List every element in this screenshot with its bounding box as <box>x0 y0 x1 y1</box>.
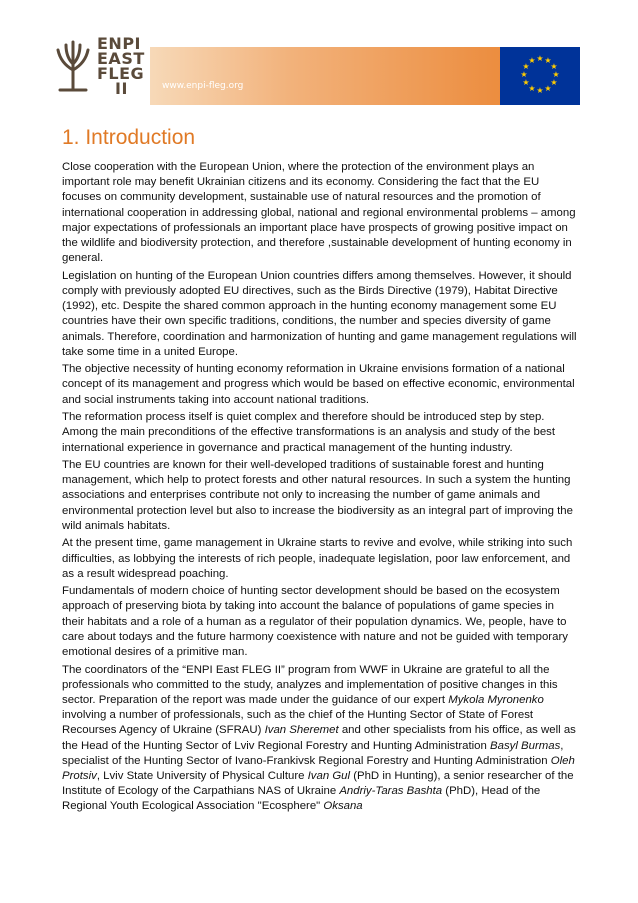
text-run: , specialist of the Hunting Sector of Ivano-Frankivsk Regional Forestry and Hunting Administration <box>62 739 564 767</box>
text-run: The coordinators of the “ENPI East FLEG II” program from WWF in Ukraine are grateful to all the professionals who committed to the study, analyzes and implementation of positive changes in this sector. Preparation of the report was made under the guidance of our expert <box>62 663 558 706</box>
paragraph: At the present time, game management in Ukraine starts to revive and evolve, while striking into such difficulties, as lobbying the interests of rich people, inadequate legislation, poor law enforcement, and as a result widespread poaching. <box>62 537 573 580</box>
svg-text:★: ★ <box>522 62 530 71</box>
page-title: 1. Introduction <box>62 126 196 149</box>
logo-line: II <box>115 79 128 98</box>
svg-text:★: ★ <box>528 56 536 65</box>
person-name: Basyl Burmas <box>490 739 561 752</box>
svg-text:★: ★ <box>552 70 560 79</box>
person-name: Mykola Myronenko <box>448 693 544 706</box>
person-name: Andriy-Taras Bashta <box>339 785 443 798</box>
person-name: Ivan Gul <box>307 770 351 782</box>
text-run: (PhD), Head of the Regional Youth Ecological Association "Ecosphere" <box>62 785 541 813</box>
svg-text:★: ★ <box>544 56 552 65</box>
logo-line: FLEG <box>97 64 145 83</box>
svg-text:★: ★ <box>536 86 544 95</box>
person-name: Oleh Protsiv <box>62 754 575 782</box>
body-text <box>62 160 578 817</box>
paragraph: The reformation process itself is quiet complex and therefore should be introduced step by step. Among the main preconditions of the effective transformations is an analysis and study of the best international experience in governance and practical management of the hunting industry. <box>62 411 556 454</box>
paragraph: Fundamentals of modern choice of hunting sector development should be based on the ecosystem approach of preserving biota by taking into account the balance of populations of game species in their habitats and a role of a human as a regulator of their population dynamics. We, people, have to care about todays and the future harmony coexistence with nature and not be guided with temporary emotional desires of a primitive man. <box>62 585 568 659</box>
paragraph: The objective necessity of hunting economy reformation in Ukraine envisions formation of a national concept of its management and progress which would be based on effective economic, environmental and social instruments taking into account national traditions. <box>62 363 575 406</box>
svg-text:★: ★ <box>550 62 558 71</box>
svg-text:★: ★ <box>522 78 530 87</box>
logo-line: ENPI <box>97 34 141 53</box>
text-run: involving a number of professionals, such as the chief of the Hunting Sector of State of Forest Recourses Agency of Ukraine (SFRAU) <box>62 709 534 737</box>
svg-text:★: ★ <box>520 70 528 79</box>
paragraph: Legislation on hunting of the European Union countries differs among themselves. However, it should comply with previously adopted EU directives, such as the Birds Directive (1979), Habitat Directive (1992), etc. Despite the shared common approach in the hunting economy management some EU countries have their own specific traditions, conditions, the number and species diversity of game animals. Therefore, coordination and harmonization of hunting and game management regulations will take some time in a united Europe. <box>62 269 577 358</box>
svg-text:★: ★ <box>550 78 558 87</box>
page-header <box>0 0 638 120</box>
svg-text:★: ★ <box>536 54 544 63</box>
eu-stars-icon <box>500 47 580 105</box>
paragraph: The EU countries are known for their well-developed traditions of sustainable forest and hunting management, which help to protect forests and other natural resources. In such a system the hunting associations and enterprises contribute not only to increasing the number of game animals and environmental protection level but also to increase the biodiversity as an integral part of improving the wild animals habitats. <box>62 459 573 532</box>
text-run: (PhD in Hunting), a senior researcher of the Institute of Ecology of the Carpathians NAS of Ukraine <box>62 770 574 798</box>
tree-logo-icon <box>52 40 94 92</box>
paragraph: Close cooperation with the European Union, where the protection of the environment plays an important role may benefit Ukrainian citizens and its economy. Considering the fact that the EU focuses on community development, sustainable use of natural resources and the promotion of international cooperation in addressing global, national and regional environmental problems – among major expectations of professionals an important place have prospects of growing positive impact on the wildlife and biodiversity protection, and therefore ,sustainable development of hunting economy in general. <box>62 161 576 265</box>
eu-flag-icon <box>500 47 580 105</box>
orange-banner <box>150 47 500 105</box>
credits-paragraph <box>62 663 578 815</box>
logo-line: EAST <box>97 49 145 68</box>
text-run: , Lviv State University of Physical Culture <box>96 770 308 782</box>
svg-text:★: ★ <box>544 84 552 93</box>
person-name: Ivan Sheremet <box>264 724 339 737</box>
svg-text:★: ★ <box>528 84 536 93</box>
text-run: and other specialists from his office, as well as the Head of the Hunting Sector of Lviv Regional Forestry and Hunting Administration <box>62 724 576 752</box>
person-name: Oksana <box>323 800 363 813</box>
website-url: www.enpi-fleg.org <box>162 81 244 91</box>
logo-wordmark <box>97 36 145 96</box>
